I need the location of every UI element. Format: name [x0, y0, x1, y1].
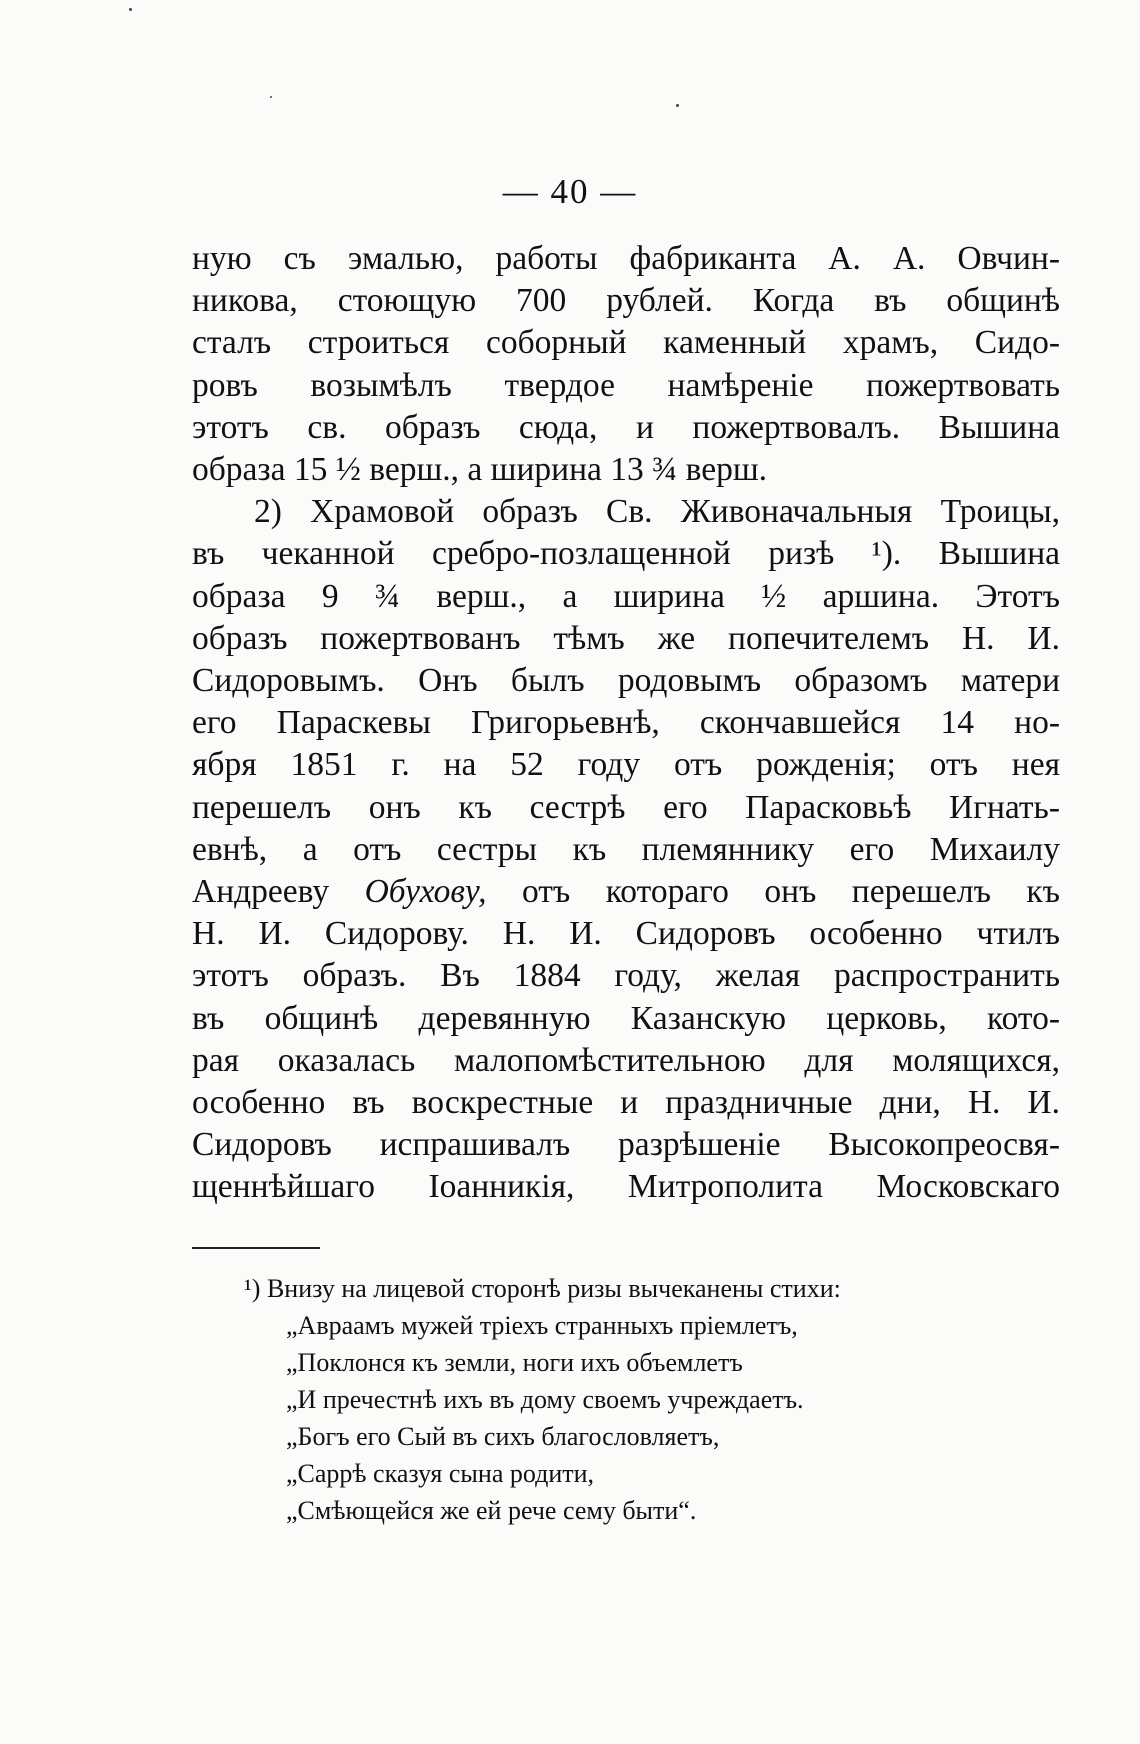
text-line: 2) Храмовой образъ Св. Живоначальныя Троицы, [254, 493, 1060, 531]
text-line: этотъ образъ. Въ 1884 году, желая распространить [192, 957, 1060, 995]
verse-line: „Авраамъ мужей тріехъ странныхъ пріемлетъ, [286, 1311, 798, 1340]
verse-line: „Саррѣ сказуя сына родити, [286, 1459, 595, 1488]
text-line: сталъ строиться соборный каменный храмъ, Сидо- [192, 324, 1060, 362]
text-line: ровъ возымѣлъ твердое намѣреніе пожертвовать [192, 366, 1060, 404]
text-line: рая оказалась малопомѣстительною для молящихся, [192, 1041, 1060, 1079]
text-line: Сидоровъ испрашивалъ разрѣшеніе Высокопреосвя- [192, 1126, 1060, 1164]
text-line: щеннѣйшаго Іоанникія, Митрополита Московскаго [192, 1168, 1060, 1206]
text-line: евнѣ, а отъ сестры къ племяннику его Михаилу [192, 830, 1060, 868]
text-line: въ чеканной сребро-позлащенной ризѣ ¹). Вышина [192, 535, 1060, 573]
footnote [244, 1270, 1064, 1529]
text-line: никова, стоющую 700 рублей. Когда въ общинѣ [192, 282, 1060, 320]
main-text [192, 238, 1060, 1209]
verse-line: „Богъ его Сый въ сихъ благословляетъ, [286, 1422, 720, 1451]
page-number: — 40 — [502, 172, 638, 211]
footnote-marker: ¹) [244, 1274, 261, 1303]
text-segment: Андрееву [192, 873, 330, 911]
text-line: особенно въ воскрестные и праздничные дни, Н. И. [192, 1084, 1060, 1122]
text-line: въ общинѣ деревянную Казанскую церковь, кото- [192, 999, 1060, 1037]
verse-line: „Поклонся къ земли, ноги ихъ объемлетъ [286, 1348, 743, 1377]
text-line: образъ пожертвованъ тѣмъ же попечителемъ Н. И. [192, 619, 1060, 657]
text-line: образа 9 ¾ верш., а ширина ½ аршина. Этотъ [192, 577, 1060, 615]
footnote-intro-line [244, 1270, 1064, 1307]
text-segment: отъ котораго онъ перешелъ къ [521, 873, 1060, 911]
verse-line: „Смѣющейся же ей рече сему быти“. [286, 1496, 697, 1525]
paper-speck [676, 104, 679, 107]
footnote-intro: Внизу на лицевой сторонѣ ризы вычеканены стихи: [266, 1274, 841, 1303]
text-line: его Параскевы Григорьевнѣ, скончавшейся 14 но- [192, 704, 1060, 742]
italic-name: Обухову, [364, 873, 487, 911]
verse-line: „И пречестнѣ ихъ въ дому своемъ учреждаетъ. [286, 1385, 804, 1414]
paper-speck [129, 8, 132, 11]
text-line: ную съ эмалью, работы фабриканта А. А. Овчин- [192, 240, 1060, 277]
text-line: Н. И. Сидорову. Н. И. Сидоровъ особенно чтилъ [192, 915, 1060, 953]
text-line: этотъ св. образъ сюда, и пожертвовалъ. Вышина [192, 408, 1060, 446]
text-line: ября 1851 г. на 52 году отъ рожденія; отъ нея [192, 746, 1060, 784]
text-line: образа 15 ½ верш., а ширина 13 ¾ верш. [192, 451, 768, 489]
text-line: Сидоровымъ. Онъ былъ родовымъ образомъ матери [192, 662, 1060, 700]
text-line [192, 871, 1060, 913]
footnote-divider [192, 1247, 320, 1249]
paper-speck [270, 96, 272, 98]
text-line: перешелъ онъ къ сестрѣ его Парасковьѣ Игнать- [192, 788, 1060, 826]
